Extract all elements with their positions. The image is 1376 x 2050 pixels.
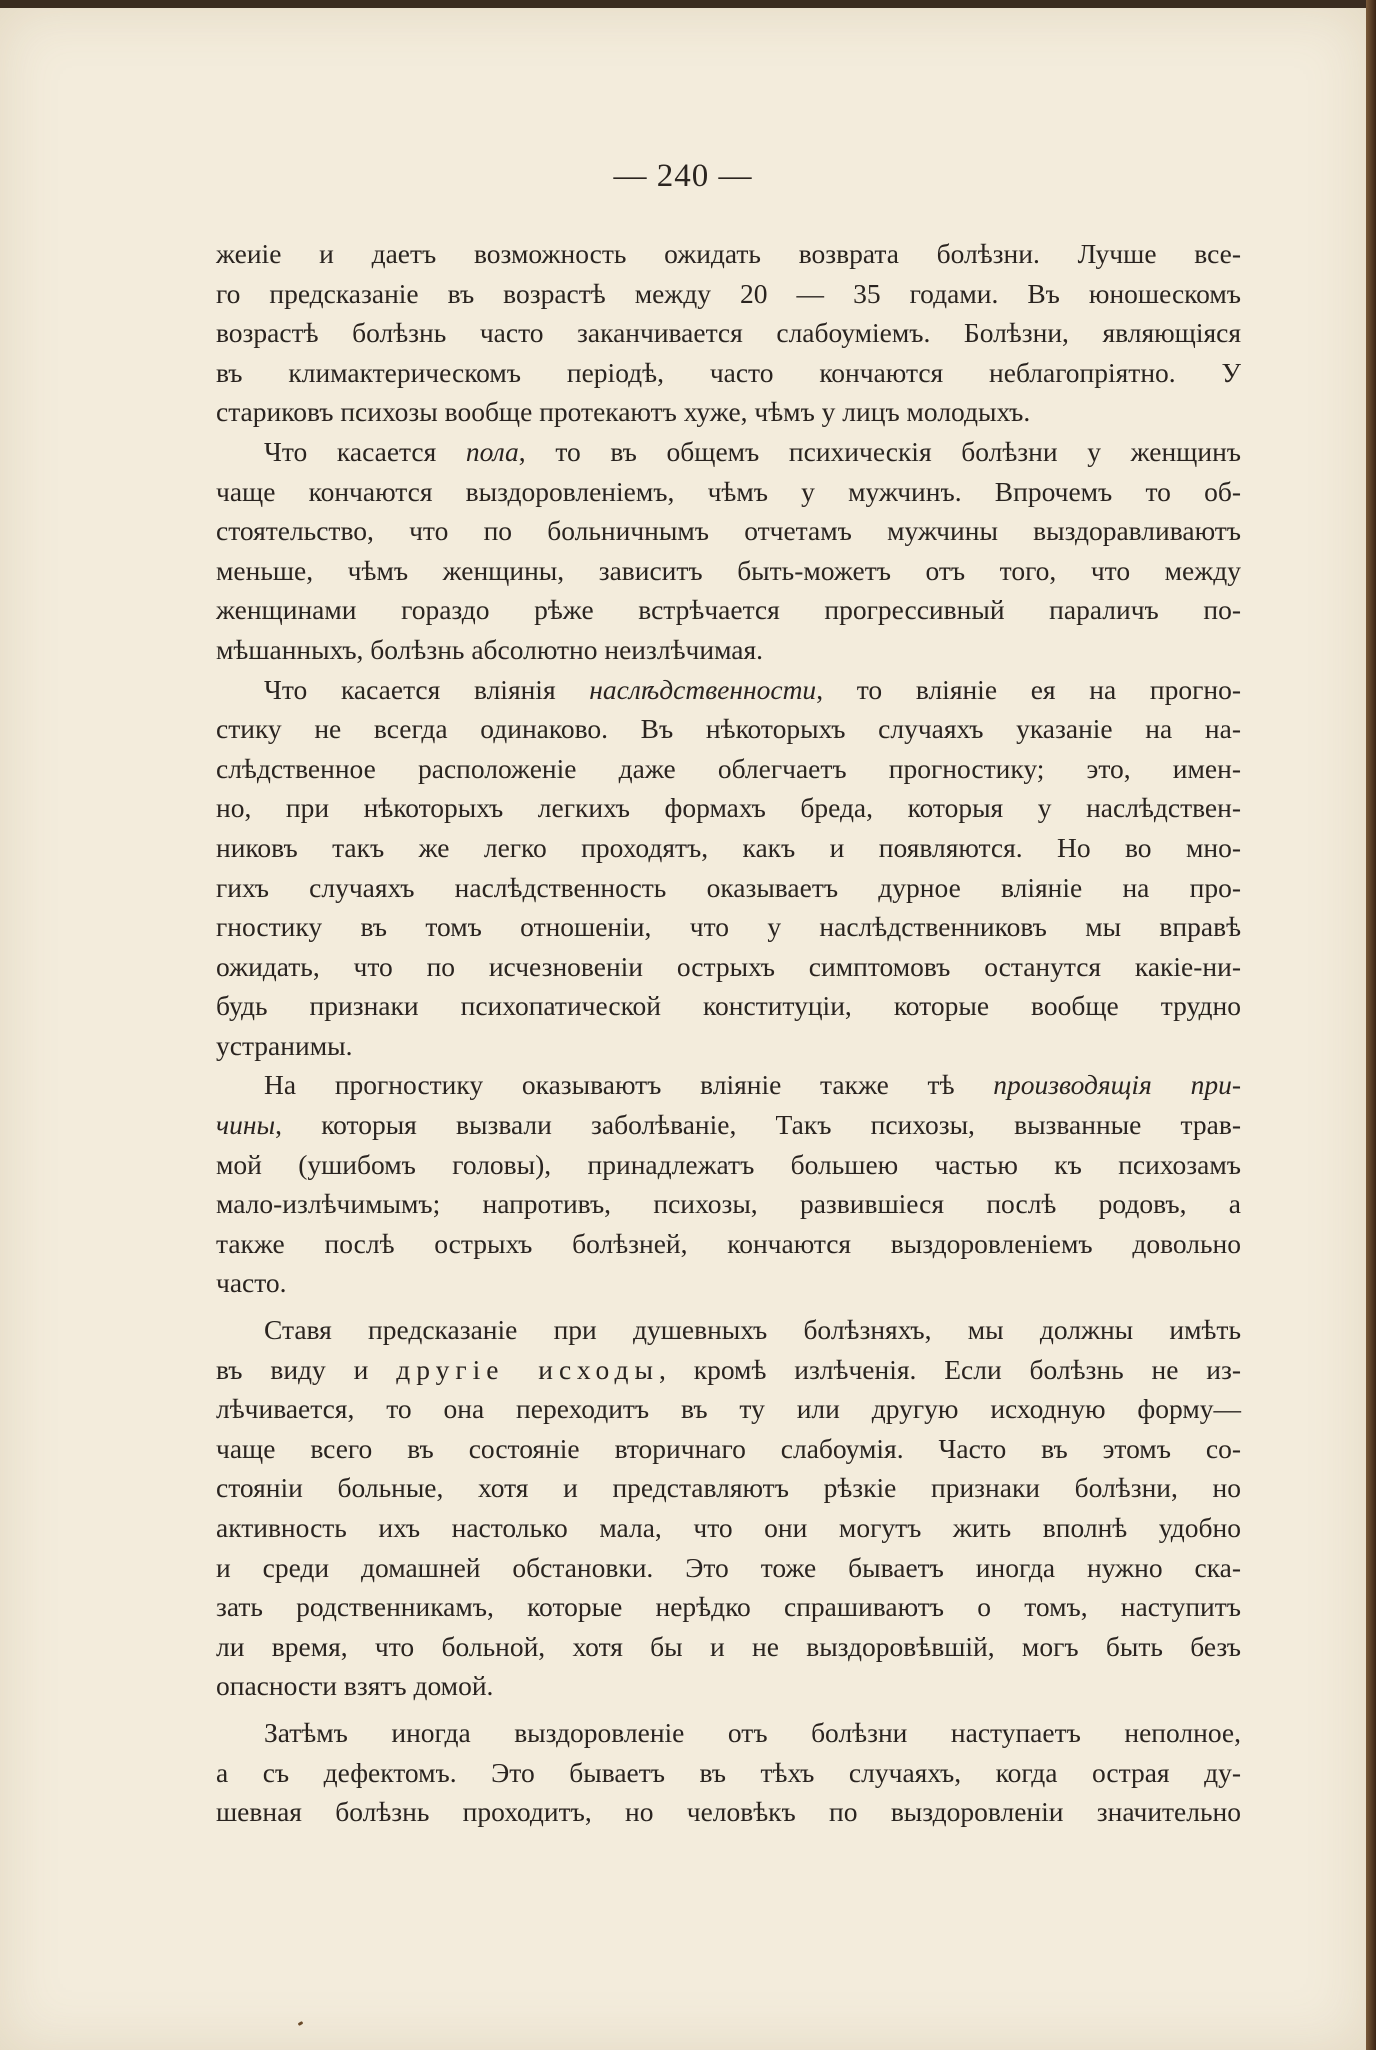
text-line: Что касается пола, то въ общемъ психическія болѣзни у женщинъ — [264, 435, 1242, 467]
text-line: меньше, чѣмъ женщины, зависитъ быть-можетъ отъ того, что между — [216, 554, 1241, 586]
paragraph — [216, 1713, 1241, 1832]
text-line: чаще кончаются выздоровленіемъ, чѣмъ у мужчинъ. Впрочемъ то об- — [216, 475, 1241, 507]
paragraph — [216, 432, 1241, 670]
text-line: активность ихъ настолько мала, что они могутъ жить вполнѣ удобно — [216, 1512, 1241, 1543]
text-line: чины, которыя вызвали заболѣваніе, Такъ психозы, вызванные трав- — [216, 1109, 1241, 1141]
paper-speck — [298, 2021, 304, 2026]
text-line: стоятельство, что по больничнымъ отчетамъ мужчины выздоравливаютъ — [216, 515, 1241, 547]
page-edge — [1366, 0, 1376, 2050]
text-line: мой (ушибомъ головы), принадлежатъ большею частью къ психозамъ — [216, 1148, 1241, 1180]
spaced-emphasis-text: другіе исходы — [396, 1353, 659, 1385]
text-line: лѣчивается, то она переходитъ въ ту или другую исходную форму— — [216, 1393, 1241, 1425]
text-line: мѣшанныхъ, болѣзнь абсолютно неизлѣчимая. — [216, 633, 764, 665]
text-line: возрастѣ болѣзнь часто заканчивается слабоуміемъ. Болѣзни, являющіяся — [216, 317, 1241, 349]
body-text — [216, 234, 1241, 1832]
text-line: въ виду и другіе исходы, кромѣ излѣченія. Если болѣзнь не из- — [216, 1353, 1241, 1385]
paragraph — [216, 1310, 1241, 1706]
text-line: слѣдственное расположеніе даже облегчаетъ прогностику; это, имен- — [216, 752, 1241, 784]
text-line: зать родственникамъ, которые нерѣдко спрашиваютъ о томъ, наступитъ — [216, 1591, 1241, 1623]
text-line: Затѣмъ иногда выздоровленіе отъ болѣзни наступаетъ неполное, — [264, 1716, 1241, 1748]
text-line: На прогностику оказываютъ вліяніе также тѣ производящія при- — [264, 1069, 1241, 1101]
text-line: опасности взятъ домой. — [216, 1670, 494, 1702]
page-number: — 240 — — [613, 158, 753, 194]
text-line: го предсказаніе въ возрастѣ между 20 — 35 годами. Въ юношескомъ — [216, 277, 1241, 309]
text-line: стику не всегда одинаково. Въ нѣкоторыхъ случаяхъ указаніе на на- — [216, 713, 1241, 745]
paragraph — [216, 670, 1241, 1066]
text-line: гностику въ томъ отношеніи, что у наслѣдственниковъ мы вправѣ — [216, 911, 1241, 943]
emphasis-text: чины — [216, 1109, 276, 1141]
text-line: ожидать, что по исчезновеніи острыхъ симптомовъ останутся какіе-ни- — [216, 950, 1241, 982]
text-line: стояніи больные, хотя и представляютъ рѣзкіе признаки болѣзни, но — [216, 1472, 1241, 1504]
text-line: въ климактерическомъ періодѣ, часто кончаются неблагопріятно. У — [216, 356, 1241, 388]
book-page — [0, 8, 1366, 2050]
text-line: ли время, что больной, хотя бы и не выздоровѣвшій, могъ быть безъ — [216, 1630, 1241, 1662]
text-line: но, при нѣкоторыхъ легкихъ формахъ бреда, которыя у наслѣдствен- — [216, 792, 1241, 824]
text-line: никовъ такъ же легко проходятъ, какъ и появляются. Но во мно- — [216, 831, 1241, 863]
text-line: чаще всего въ состояніе вторичнаго слабоумія. Часто въ этомъ со- — [216, 1432, 1241, 1464]
emphasis-text: пола — [465, 435, 519, 467]
paragraph — [216, 234, 1241, 432]
text-line: стариковъ психозы вообще протекаютъ хуже, чѣмъ у лицъ молодыхъ. — [216, 396, 1031, 428]
text-line: а съ дефектомъ. Это бываетъ въ тѣхъ случаяхъ, когда острая ду- — [216, 1756, 1241, 1788]
text-line: женщинами гораздо рѣже встрѣчается прогрессивный параличъ по- — [216, 594, 1241, 626]
text-line: Ставя предсказаніе при душевныхъ болѣзняхъ, мы должны имѣть — [264, 1314, 1241, 1346]
text-line: часто. — [216, 1267, 287, 1299]
emphasis-text: наслѣдственности — [589, 673, 817, 705]
emphasis-text: производящія при- — [993, 1069, 1241, 1101]
text-line: жеиіе и даетъ возможность ожидать возврата болѣзни. Лучше все- — [216, 238, 1241, 269]
text-line: гихъ случаяхъ наслѣдственность оказываетъ дурное вліяніе на про- — [216, 871, 1241, 903]
text-line: и среди домашней обстановки. Это тоже бываетъ иногда нужно ска- — [216, 1551, 1241, 1583]
paragraph — [216, 1065, 1241, 1303]
text-line: шевная болѣзнь проходитъ, но человѣкъ по выздоровленіи значительно — [216, 1796, 1241, 1828]
text-line: устранимы. — [216, 1029, 353, 1061]
top-border — [0, 0, 1376, 8]
text-line: мало-излѣчимымъ; напротивъ, психозы, развившіеся послѣ родовъ, а — [216, 1188, 1241, 1220]
text-line: Что касается вліянія наслѣдственности, то вліяніе ея на прогно- — [264, 673, 1241, 705]
text-line: будь признаки психопатической конституціи, которые вообще трудно — [216, 990, 1241, 1022]
text-line: также послѣ острыхъ болѣзней, кончаются выздоровленіемъ довольно — [216, 1227, 1241, 1259]
